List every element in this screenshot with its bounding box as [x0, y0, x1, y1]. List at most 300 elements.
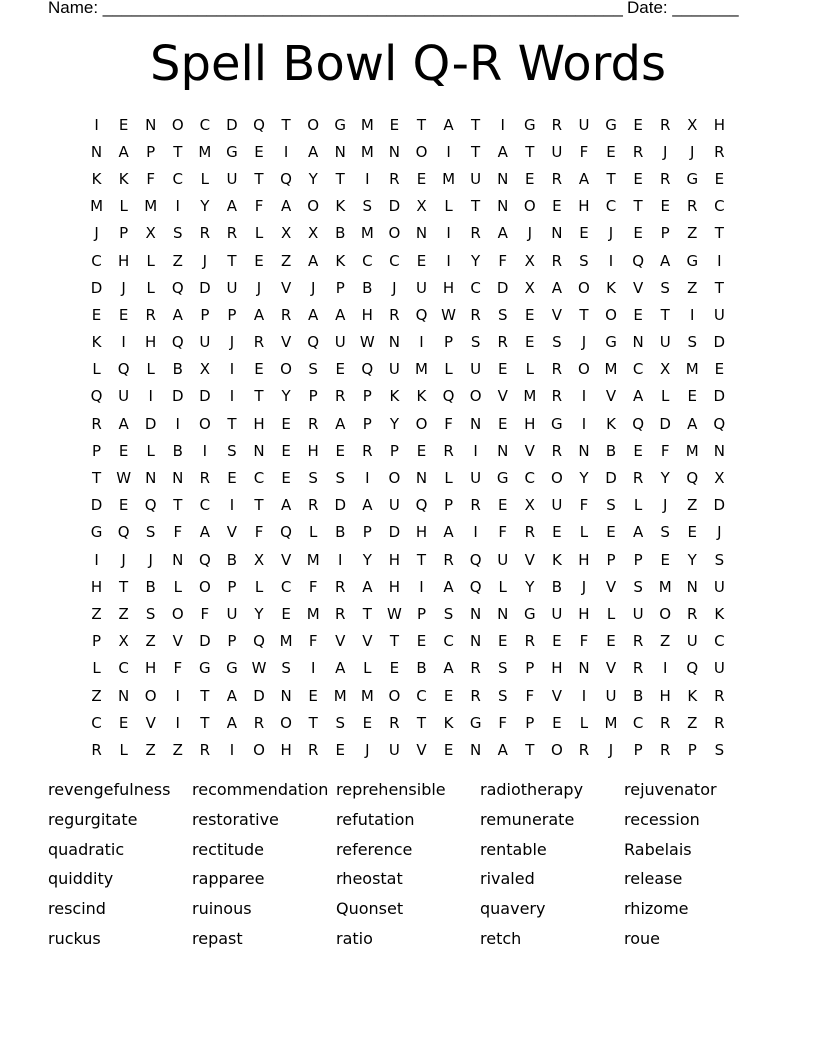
grid-letter: P	[362, 414, 372, 433]
grid-row	[83, 165, 733, 192]
grid-letter: U	[713, 659, 725, 678]
grid-letter: S	[227, 441, 237, 460]
word-list-item: reference	[336, 839, 413, 859]
grid-letter: U	[226, 169, 238, 188]
grid-letter: R	[470, 305, 481, 324]
word-list-item: ruinous	[192, 899, 252, 919]
word-list-item: ratio	[336, 928, 373, 948]
grid-letter: B	[335, 523, 346, 542]
grid-letter: V	[280, 278, 292, 297]
grid-letter: N	[470, 414, 482, 433]
grid-letter: X	[416, 197, 427, 216]
grid-letter: J	[202, 251, 208, 270]
grid-letter: T	[471, 197, 481, 216]
grid-letter: R	[362, 441, 373, 460]
grid-letter: P	[606, 550, 616, 569]
word-list-item: retch	[480, 928, 522, 948]
grid-letter: E	[308, 686, 318, 705]
grid-letter: V	[605, 387, 617, 406]
word-list-item: Rabelais	[624, 839, 692, 859]
grid-letter: Q	[415, 496, 428, 515]
grid-letter: J	[310, 278, 316, 297]
grid-letter: Y	[687, 550, 697, 569]
grid-letter: U	[578, 115, 590, 134]
grid-letter: V	[524, 550, 535, 569]
grid-letter: S	[497, 305, 508, 324]
grid-letter: S	[497, 686, 508, 705]
grid-letter: F	[498, 251, 508, 270]
grid-letter: T	[173, 496, 183, 515]
grid-letter: X	[524, 496, 535, 515]
grid-letter: M	[360, 686, 374, 705]
grid-letter: I	[690, 305, 695, 324]
grid-letter: E	[281, 604, 291, 623]
grid-letter: R	[551, 251, 563, 270]
grid-letter: E	[633, 224, 643, 243]
grid-letter: C	[118, 659, 129, 678]
grid-letter: O	[388, 469, 401, 488]
grid-letter: F	[579, 496, 589, 515]
grid-letter: E	[497, 414, 508, 433]
grid-letter: Q	[469, 577, 482, 596]
grid-letter: E	[227, 469, 237, 488]
grid-letter: P	[227, 305, 237, 324]
grid-letter: D	[496, 278, 509, 297]
grid-letter: V	[280, 550, 292, 569]
grid-letter: W	[359, 333, 375, 352]
grid-letter: I	[473, 523, 478, 542]
grid-letter: S	[714, 550, 725, 569]
grid-letter: A	[172, 305, 183, 324]
grid-letter: J	[365, 740, 370, 759]
grid-letter: T	[308, 713, 318, 732]
grid-letter: Z	[687, 224, 698, 243]
grid-letter: Q	[280, 169, 292, 188]
grid-letter: L	[92, 360, 101, 379]
grid-letter: R	[659, 169, 671, 188]
grid-letter: R	[714, 686, 725, 705]
grid-letter: N	[632, 333, 644, 352]
grid-letter: L	[308, 523, 318, 542]
grid-letter: I	[229, 740, 235, 759]
grid-letter: E	[660, 550, 670, 569]
grid-letter: I	[310, 659, 316, 678]
grid-letter: S	[687, 333, 698, 352]
grid-letter: I	[419, 333, 424, 352]
grid-letter: R	[551, 115, 563, 134]
grid-letter: U	[388, 740, 400, 759]
word-list-item: repast	[192, 928, 243, 948]
grid-letter: P	[633, 740, 643, 759]
grid-letter: Q	[415, 305, 428, 324]
grid-row	[83, 220, 733, 247]
grid-row	[83, 356, 733, 383]
grid-letter: E	[633, 441, 643, 460]
grid-letter: A	[226, 713, 238, 732]
grid-letter: A	[497, 142, 508, 161]
grid-letter: O	[415, 414, 428, 433]
grid-letter: Y	[281, 387, 291, 406]
grid-letter: P	[687, 740, 697, 759]
grid-letter: J	[662, 496, 668, 515]
grid-letter: B	[172, 360, 183, 379]
grid-letter: A	[335, 305, 346, 324]
grid-letter: Y	[362, 550, 372, 569]
grid-letter: T	[91, 469, 102, 488]
grid-letter: B	[172, 441, 183, 460]
grid-letter: H	[388, 550, 401, 569]
grid-letter: P	[200, 305, 210, 324]
grid-letter: L	[146, 251, 155, 270]
grid-letter: E	[118, 713, 129, 732]
grid-letter: J	[662, 142, 668, 161]
grid-letter: S	[335, 713, 345, 732]
grid-letter: M	[685, 441, 699, 460]
grid-letter: A	[308, 142, 319, 161]
grid-letter: L	[119, 197, 128, 216]
grid-letter: J	[229, 333, 235, 352]
grid-letter: C	[632, 713, 644, 732]
grid-letter: I	[94, 550, 99, 569]
grid-letter: B	[335, 224, 346, 243]
word-list-item: rectitude	[192, 839, 264, 859]
grid-letter: L	[146, 360, 155, 379]
grid-letter: A	[308, 251, 319, 270]
word-list-item: rivaled	[480, 869, 535, 889]
grid-letter: U	[551, 496, 563, 515]
grid-letter: D	[334, 496, 347, 515]
grid-letter: G	[226, 142, 238, 161]
grid-letter: I	[338, 550, 343, 569]
grid-letter: G	[523, 604, 536, 623]
grid-letter: E	[281, 414, 291, 433]
grid-letter: O	[280, 713, 292, 732]
grid-letter: R	[687, 604, 698, 623]
grid-letter: V	[280, 333, 292, 352]
grid-letter: J	[581, 333, 587, 352]
grid-letter: A	[443, 523, 454, 542]
grid-letter: U	[226, 278, 238, 297]
grid-letter: I	[229, 387, 235, 406]
grid-letter: K	[416, 387, 427, 406]
grid-letter: T	[254, 387, 264, 406]
grid-letter: P	[335, 278, 345, 297]
grid-letter: P	[308, 387, 318, 406]
grid-letter: O	[280, 360, 292, 379]
grid-letter: U	[713, 577, 725, 596]
grid-letter: N	[90, 142, 103, 161]
grid-letter: D	[253, 686, 265, 705]
grid-letter: S	[281, 659, 291, 678]
page-title: Spell Bowl Q-R Words	[150, 36, 666, 92]
grid-row	[83, 464, 733, 491]
grid-letter: R	[470, 224, 481, 243]
grid-letter: U	[497, 550, 509, 569]
grid-letter: W	[116, 469, 132, 488]
grid-letter: T	[254, 496, 264, 515]
grid-row	[83, 655, 733, 682]
grid-letter: F	[579, 632, 589, 651]
grid-row	[83, 410, 733, 437]
grid-letter: E	[606, 632, 616, 651]
grid-letter: O	[578, 360, 590, 379]
grid-letter: C	[714, 197, 725, 216]
grid-letter: I	[581, 414, 587, 433]
grid-letter: Z	[660, 632, 671, 651]
grid-letter: Q	[144, 496, 157, 515]
grid-letter: I	[175, 686, 180, 705]
word-list-item: recommendation	[192, 780, 329, 799]
grid-letter: K	[91, 333, 102, 352]
grid-letter: K	[335, 251, 346, 270]
grid-letter: I	[500, 115, 505, 134]
grid-letter: O	[388, 224, 401, 243]
grid-letter: B	[416, 659, 427, 678]
grid-letter: R	[632, 469, 644, 488]
grid-letter: N	[280, 686, 292, 705]
word-list-item: recession	[624, 809, 700, 829]
grid-letter: T	[606, 169, 616, 188]
grid-letter: O	[550, 740, 563, 759]
grid-letter: K	[551, 550, 562, 569]
grid-letter: X	[524, 251, 535, 270]
grid-letter: N	[497, 197, 509, 216]
grid-letter: T	[660, 305, 670, 324]
grid-letter: U	[551, 142, 563, 161]
grid-letter: E	[335, 740, 345, 759]
grid-letter: N	[334, 142, 346, 161]
grid-letter: H	[145, 659, 157, 678]
grid-letter: A	[362, 496, 373, 515]
grid-letter: O	[171, 115, 184, 134]
grid-letter: K	[443, 713, 454, 732]
word-list-item: reprehensible	[336, 780, 446, 799]
grid-letter: M	[90, 197, 104, 216]
grid-letter: A	[578, 169, 590, 188]
grid-letter: Q	[253, 115, 265, 134]
grid-letter: I	[581, 387, 587, 406]
grid-row	[83, 437, 733, 464]
grid-letter: H	[442, 278, 455, 297]
grid-letter: L	[92, 659, 101, 678]
grid-letter: E	[633, 169, 643, 188]
grid-letter: E	[118, 496, 129, 515]
grid-letter: U	[199, 333, 211, 352]
grid-letter: R	[335, 387, 346, 406]
word-list-item: rescind	[48, 899, 106, 919]
grid-letter: E	[118, 115, 129, 134]
grid-row	[83, 519, 733, 546]
grid-letter: D	[713, 333, 726, 352]
word-list-item: quiddity	[48, 869, 114, 889]
grid-letter: Q	[171, 333, 184, 352]
grid-letter: C	[362, 251, 373, 270]
grid-letter: O	[307, 197, 320, 216]
grid-letter: N	[388, 333, 401, 352]
word-list-item: regurgitate	[48, 809, 138, 829]
word-list-item: release	[624, 869, 683, 889]
grid-letter: R	[470, 496, 481, 515]
grid-letter: T	[389, 632, 399, 651]
grid-letter: I	[229, 360, 235, 379]
grid-letter: Z	[687, 713, 698, 732]
grid-letter: E	[416, 632, 427, 651]
grid-letter: D	[90, 278, 103, 297]
grid-letter: C	[91, 713, 102, 732]
grid-letter: I	[202, 441, 208, 460]
grid-letter: R	[280, 305, 292, 324]
grid-letter: S	[308, 360, 318, 379]
grid-letter: K	[389, 387, 400, 406]
grid-letter: A	[632, 523, 644, 542]
grid-letter: T	[714, 224, 724, 243]
grid-letter: A	[443, 577, 454, 596]
grid-letter: B	[145, 577, 156, 596]
grid-letter: A	[199, 523, 210, 542]
grid-letter: E	[687, 523, 697, 542]
grid-letter: O	[605, 305, 617, 324]
grid-letter: D	[713, 496, 726, 515]
grid-letter: J	[256, 278, 262, 297]
grid-letter: G	[523, 115, 536, 134]
grid-letter: R	[199, 740, 211, 759]
grid-letter: H	[388, 577, 401, 596]
grid-letter: T	[525, 740, 535, 759]
grid-letter: E	[633, 305, 643, 324]
grid-letter: A	[335, 414, 346, 433]
word-list-item: refutation	[336, 809, 415, 829]
grid-letter: C	[714, 632, 725, 651]
grid-letter: L	[498, 577, 507, 596]
grid-letter: U	[551, 604, 563, 623]
grid-letter: C	[91, 251, 102, 270]
grid-letter: Q	[632, 414, 644, 433]
grid-letter: F	[254, 197, 264, 216]
grid-letter: I	[446, 142, 451, 161]
grid-letter: N	[551, 224, 563, 243]
grid-letter: S	[145, 523, 156, 542]
grid-row	[83, 709, 733, 736]
grid-letter: E	[389, 659, 400, 678]
grid-letter: G	[551, 414, 563, 433]
grid-letter: H	[90, 577, 103, 596]
name-field-label: Name: _______________________________________________________	[48, 0, 623, 17]
grid-letter: N	[497, 169, 509, 188]
grid-letter: U	[470, 469, 482, 488]
grid-letter: Q	[198, 550, 211, 569]
grid-letter: L	[444, 360, 453, 379]
grid-letter: K	[91, 169, 102, 188]
grid-letter: N	[578, 441, 590, 460]
grid-letter: V	[335, 632, 346, 651]
grid-letter: H	[578, 550, 590, 569]
grid-letter: Z	[118, 604, 129, 623]
word-list-item: remunerate	[480, 809, 575, 829]
grid-letter: I	[717, 251, 722, 270]
grid-letter: M	[333, 686, 347, 705]
grid-letter: J	[581, 577, 587, 596]
grid-row	[83, 383, 733, 410]
grid-letter: I	[175, 197, 180, 216]
grid-letter: O	[550, 469, 563, 488]
grid-letter: Q	[171, 278, 184, 297]
grid-letter: U	[388, 360, 400, 379]
word-search-grid	[83, 111, 733, 764]
grid-letter: G	[469, 713, 482, 732]
grid-letter: Z	[145, 740, 156, 759]
grid-letter: T	[335, 169, 345, 188]
grid-letter: E	[525, 305, 535, 324]
grid-letter: X	[199, 360, 210, 379]
grid-letter: J	[121, 278, 126, 297]
grid-letter: U	[713, 305, 725, 324]
word-list-item: radiotherapy	[480, 780, 584, 799]
grid-letter: T	[362, 604, 372, 623]
grid-letter: N	[388, 142, 401, 161]
grid-letter: N	[578, 659, 590, 678]
grid-letter: R	[659, 115, 671, 134]
grid-letter: E	[335, 360, 345, 379]
grid-row	[83, 193, 733, 220]
grid-letter: N	[145, 115, 157, 134]
grid-letter: E	[579, 224, 589, 243]
grid-letter: R	[389, 169, 400, 188]
grid-letter: O	[578, 278, 590, 297]
grid-letter: A	[443, 115, 454, 134]
grid-letter: E	[497, 360, 508, 379]
grid-letter: E	[606, 523, 616, 542]
grid-letter: T	[471, 115, 481, 134]
grid-letter: T	[227, 251, 237, 270]
grid-letter: D	[605, 469, 617, 488]
grid-letter: A	[118, 142, 129, 161]
grid-letter: C	[199, 496, 211, 515]
grid-letter: T	[416, 115, 427, 134]
grid-letter: L	[173, 577, 182, 596]
grid-letter: P	[362, 523, 372, 542]
grid-letter: T	[633, 197, 643, 216]
grid-letter: E	[687, 387, 697, 406]
grid-letter: F	[146, 169, 156, 188]
grid-letter: M	[523, 387, 537, 406]
grid-letter: R	[226, 224, 238, 243]
grid-letter: U	[388, 496, 400, 515]
word-list-item: roue	[624, 928, 660, 948]
grid-letter: R	[551, 169, 563, 188]
grid-letter: I	[175, 713, 180, 732]
grid-row	[83, 546, 733, 573]
grid-letter: E	[714, 360, 725, 379]
grid-letter: C	[280, 577, 292, 596]
grid-letter: E	[281, 441, 291, 460]
grid-letter: A	[497, 224, 508, 243]
grid-row	[83, 274, 733, 301]
grid-letter: A	[308, 305, 319, 324]
grid-letter: S	[335, 469, 345, 488]
grid-letter: Q	[253, 632, 265, 651]
grid-letter: B	[226, 550, 238, 569]
grid-letter: W	[441, 305, 456, 324]
grid-row	[83, 247, 733, 274]
word-list-item: rhizome	[624, 899, 689, 919]
grid-letter: D	[144, 414, 157, 433]
grid-letter: J	[121, 550, 126, 569]
grid-letter: N	[172, 550, 184, 569]
grid-letter: U	[659, 333, 671, 352]
grid-letter: G	[334, 115, 347, 134]
grid-letter: V	[172, 632, 183, 651]
grid-letter: Q	[686, 469, 699, 488]
